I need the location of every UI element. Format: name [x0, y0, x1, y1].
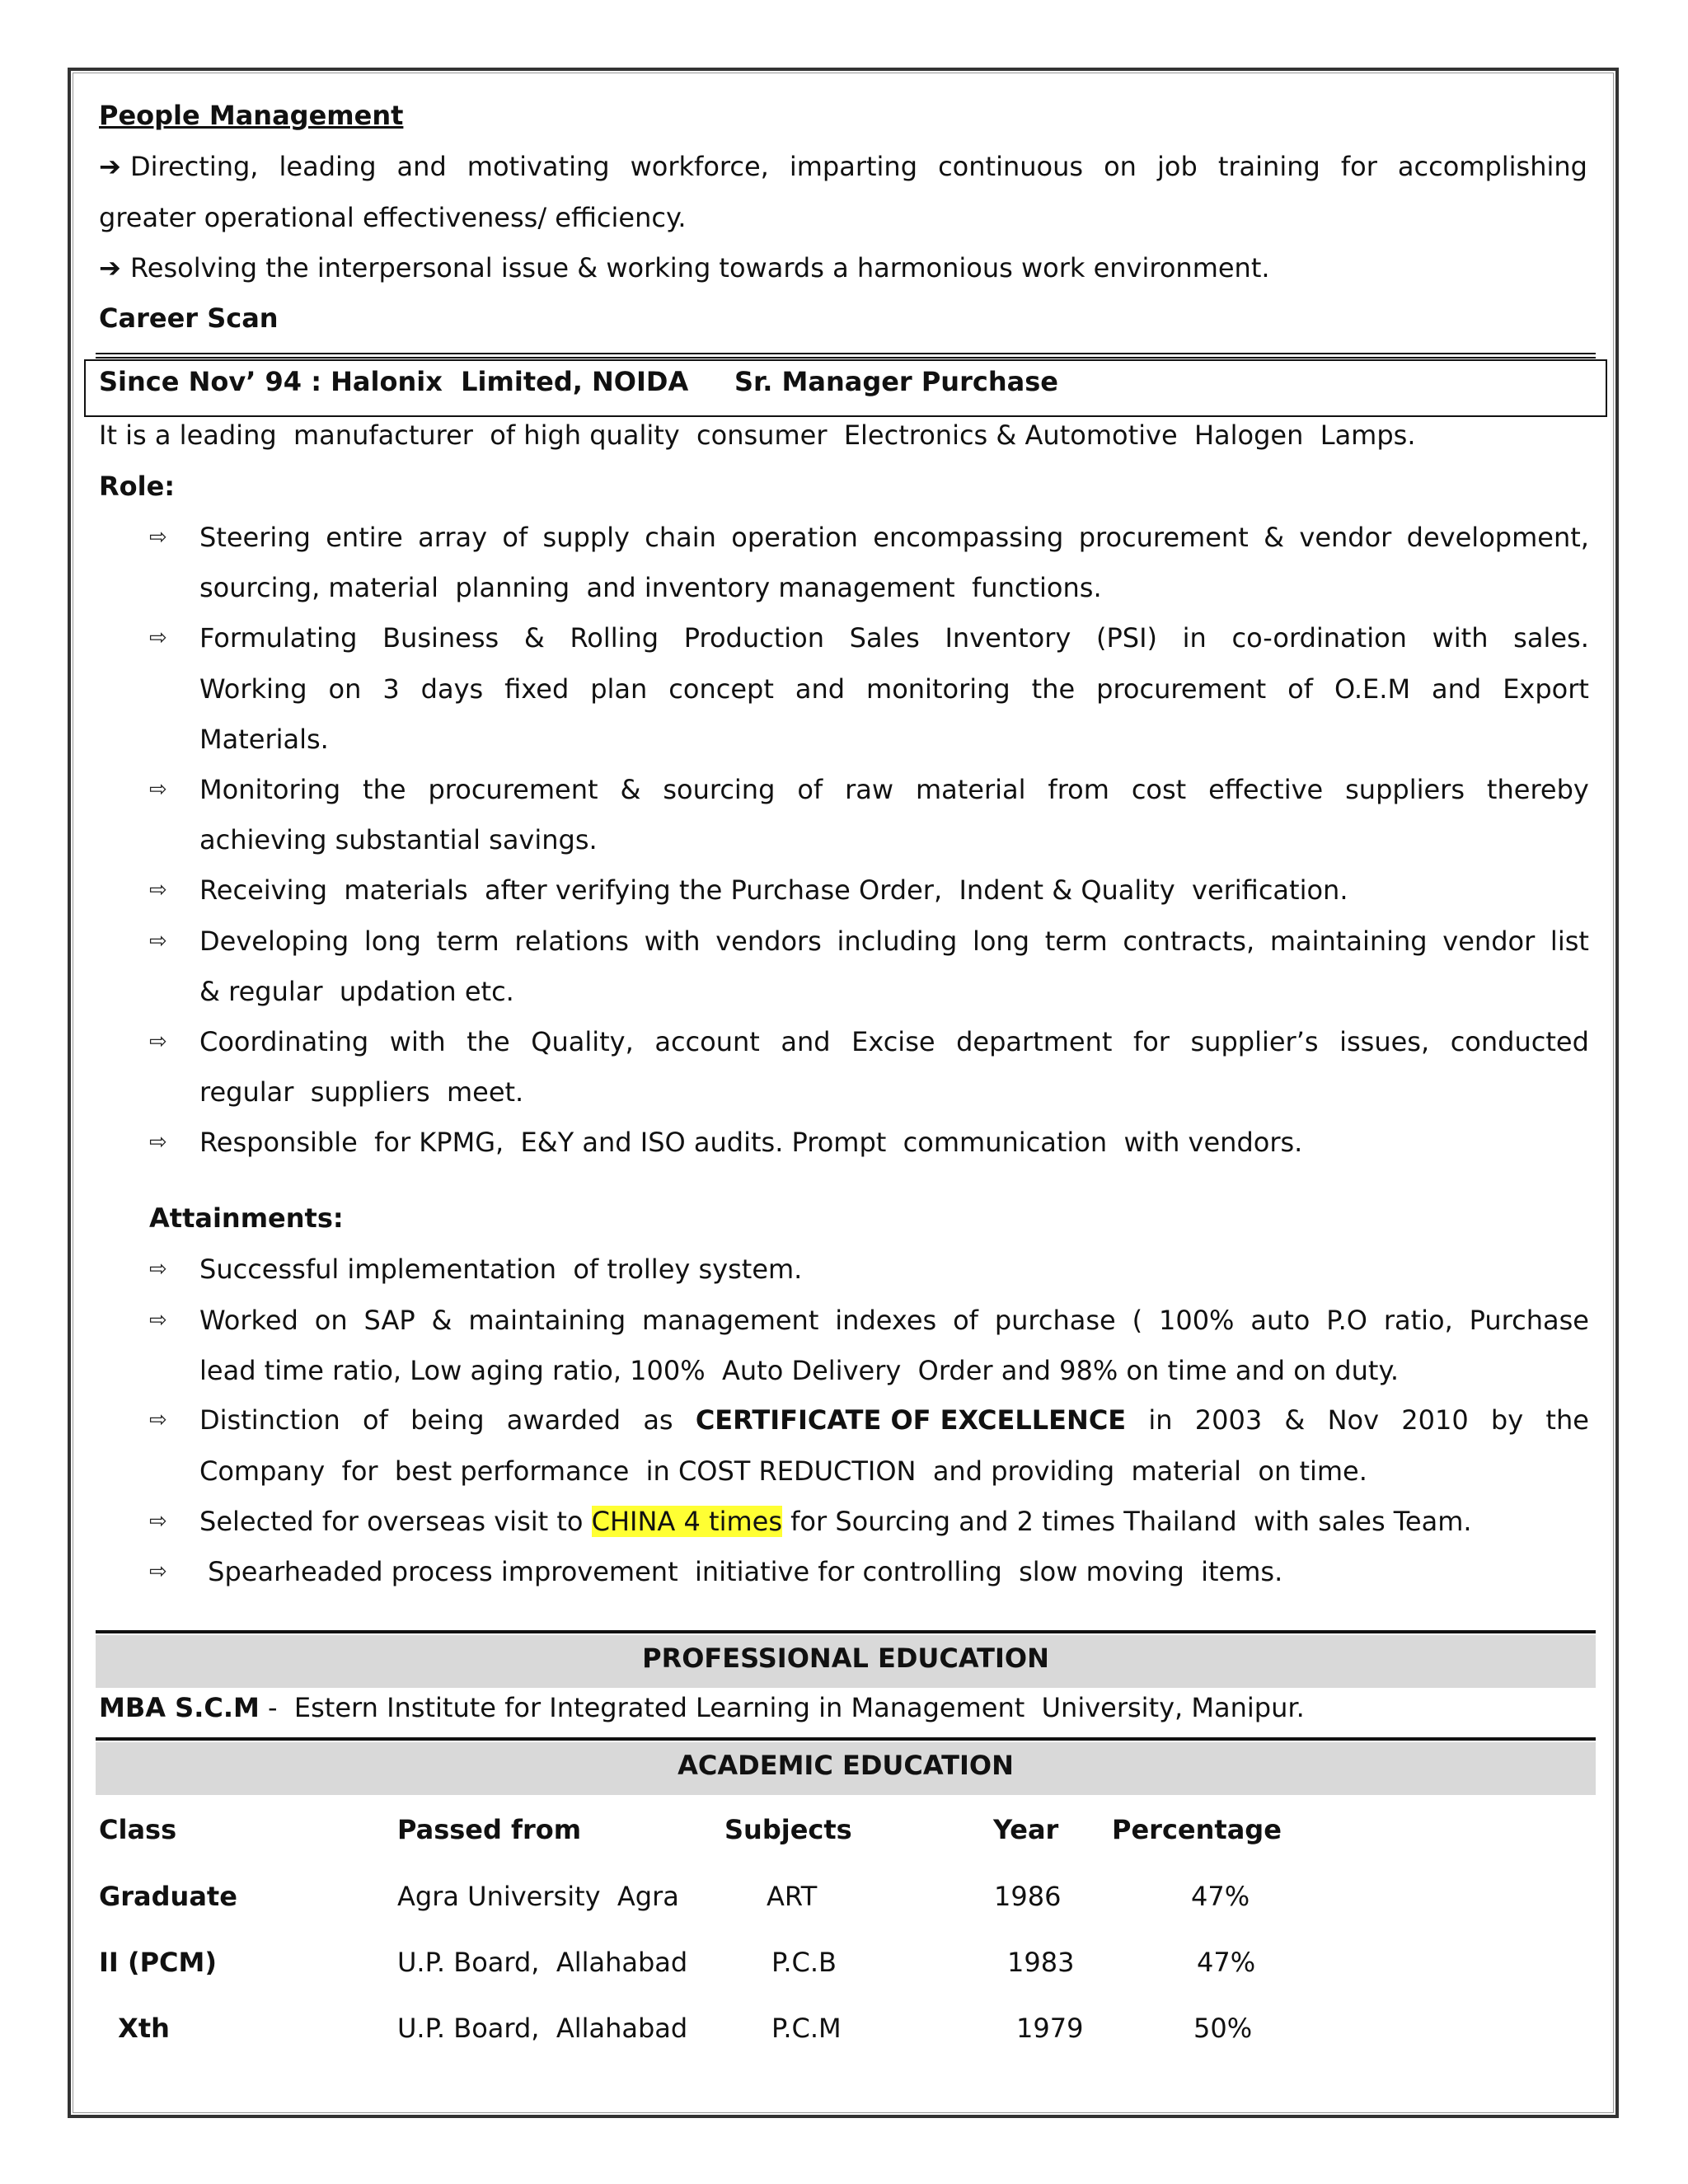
- word: 100%: [1158, 1305, 1235, 1336]
- professional-education-heading: PROFESSIONAL EDUCATION: [642, 1643, 1049, 1674]
- attainment-4-text: for Sourcing and 2 times Thailand with sales Team.: [781, 1506, 1472, 1537]
- word: concept: [668, 673, 774, 705]
- hollow-right-arrow-icon: ⇨: [149, 878, 167, 903]
- word: O.E.M: [1334, 673, 1411, 705]
- word: Directing,: [130, 151, 259, 182]
- table-cell: U.P. Board, Allahabad: [397, 2013, 688, 2044]
- word: ratio,: [1383, 1305, 1453, 1336]
- hollow-right-arrow-icon: ⇨: [149, 1130, 167, 1155]
- word: vendors: [715, 925, 822, 957]
- word: &: [1284, 1404, 1306, 1436]
- word: supply: [542, 522, 630, 553]
- role-bullet-7-line-1: Responsible for KPMG, E&Y and ISO audits. Prompt communication with vendors.: [199, 1127, 1303, 1159]
- word: as: [643, 1404, 673, 1436]
- word: motivating: [467, 151, 610, 182]
- word: and: [396, 151, 447, 182]
- word: Steering: [199, 522, 311, 553]
- word: purchase: [994, 1305, 1116, 1336]
- word: department: [956, 1026, 1113, 1057]
- word: indexes: [835, 1305, 937, 1336]
- company-description: It is a leading manufacturer of high quality consumer Electronics & Automotive Halogen Lamps.: [99, 419, 1416, 451]
- word: fixed: [504, 673, 570, 705]
- word: of: [953, 1305, 978, 1336]
- table-header-subjects: Subjects: [724, 1814, 852, 1845]
- word: relations: [514, 925, 629, 957]
- role-bullet-1-line-1: [199, 521, 1589, 554]
- word: the: [1031, 673, 1076, 705]
- right-arrow-icon: ➔: [99, 151, 121, 182]
- word: in: [1182, 622, 1207, 654]
- degree-name: MBA S.C.M: [99, 1692, 260, 1723]
- word: (: [1132, 1305, 1143, 1336]
- word: account: [654, 1026, 760, 1057]
- word: conducted: [1450, 1026, 1589, 1057]
- word: term: [436, 925, 499, 957]
- word: on: [314, 1305, 348, 1336]
- divider: [96, 353, 1596, 354]
- table-cell: P.C.B: [771, 1947, 837, 1978]
- word: long: [363, 925, 421, 957]
- word: for: [1340, 151, 1377, 182]
- word: 3: [382, 673, 400, 705]
- word: imparting: [789, 151, 918, 182]
- table-cell: Graduate: [99, 1881, 237, 1912]
- word: Worked: [199, 1305, 298, 1336]
- word: Sales: [849, 622, 920, 654]
- word: awarded: [506, 1404, 621, 1436]
- word: the: [363, 774, 406, 805]
- role-heading: Role:: [99, 471, 176, 502]
- word: Inventory: [945, 622, 1071, 654]
- word: sales.: [1513, 622, 1589, 654]
- word: contracts,: [1123, 925, 1255, 957]
- table-header-percentage: Percentage: [1112, 1814, 1282, 1845]
- word: cost: [1131, 774, 1187, 805]
- word: monitoring: [866, 673, 1010, 705]
- word: &: [620, 774, 641, 805]
- word: issues,: [1339, 1026, 1430, 1057]
- word: Rolling: [570, 622, 659, 654]
- word: list: [1550, 925, 1589, 957]
- role-bullet-3-line-1: [199, 773, 1589, 806]
- role-bullet-4-line-1: Receiving materials after verifying the Purchase Order, Indent & Quality verification.: [199, 874, 1348, 907]
- word: material: [915, 774, 1026, 805]
- attainment-2-line-1: [199, 1304, 1589, 1337]
- attainments-heading: Attainments:: [149, 1202, 344, 1234]
- word: P.O: [1326, 1305, 1367, 1336]
- word: operation: [731, 522, 858, 553]
- table-cell: U.P. Board, Allahabad: [397, 1947, 688, 1978]
- word: Quality,: [531, 1026, 634, 1057]
- table-cell: P.C.M: [771, 2013, 842, 2044]
- word: days: [420, 673, 484, 705]
- word: array: [418, 522, 488, 553]
- word: on: [328, 673, 362, 705]
- word: Working: [199, 673, 307, 705]
- word: accomplishing: [1397, 151, 1587, 182]
- academic-education-heading: ACADEMIC EDUCATION: [678, 1750, 1014, 1781]
- people-management-bullet-1-line-1: [130, 150, 1587, 183]
- word: Export: [1503, 673, 1589, 705]
- word: &: [1264, 522, 1285, 553]
- word: with: [1432, 622, 1489, 654]
- table-cell: 47%: [1191, 1881, 1250, 1912]
- word: suppliers: [1345, 774, 1465, 805]
- word: Excise: [851, 1026, 935, 1057]
- role-bullet-5-line-1: [199, 925, 1589, 958]
- word: the: [467, 1026, 510, 1057]
- word: procurement: [428, 774, 598, 805]
- attainment-3-line-1: [199, 1404, 1589, 1436]
- word: the: [1545, 1404, 1589, 1436]
- right-arrow-icon: ➔: [99, 252, 121, 284]
- word: by: [1490, 1404, 1524, 1436]
- word: (PSI): [1095, 622, 1157, 654]
- word: on: [1104, 151, 1137, 182]
- word: thereby: [1486, 774, 1589, 805]
- people-management-bullet-1-line-2: greater operational effectiveness/ efficiency.: [99, 202, 687, 233]
- hollow-right-arrow-icon: ⇨: [149, 928, 167, 954]
- word: Monitoring: [199, 774, 341, 805]
- word: continuous: [938, 151, 1084, 182]
- word: for: [1132, 1026, 1170, 1057]
- word: with: [644, 925, 701, 957]
- word: entire: [326, 522, 403, 553]
- divider: [96, 357, 1596, 359]
- word: workforce,: [630, 151, 769, 182]
- hollow-right-arrow-icon: ⇨: [149, 525, 167, 550]
- word: procurement: [1096, 673, 1267, 705]
- word: Production: [683, 622, 824, 654]
- word: SAP: [363, 1305, 415, 1336]
- word: vendor: [1442, 925, 1536, 957]
- word: and: [781, 1026, 831, 1057]
- word: auto: [1250, 1305, 1311, 1336]
- word: leading: [279, 151, 377, 182]
- word: and: [1432, 673, 1482, 705]
- people-management-heading: People Management: [99, 100, 404, 131]
- word: of: [502, 522, 528, 553]
- hollow-right-arrow-icon: ⇨: [149, 1308, 167, 1333]
- word: raw: [845, 774, 894, 805]
- divider: [96, 1737, 1596, 1741]
- word: with: [389, 1026, 446, 1057]
- attainment-2-line-2: lead time ratio, Low aging ratio, 100% Auto Delivery Order and 98% on time and on duty.: [199, 1355, 1399, 1386]
- word: management: [642, 1305, 819, 1336]
- word: Coordinating: [199, 1026, 369, 1057]
- role-bullet-2-line-3: Materials.: [199, 723, 329, 755]
- position-title: Since Nov’ 94 : Halonix Limited, NOIDA Sr. Manager Purchase: [99, 366, 1058, 397]
- hollow-right-arrow-icon: ⇨: [149, 1509, 167, 1534]
- attainment-1: Successful implementation of trolley system.: [199, 1254, 803, 1285]
- mba-line: [99, 1691, 1305, 1724]
- career-scan-heading: Career Scan: [99, 302, 279, 334]
- people-management-bullet-2: Resolving the interpersonal issue & working towards a harmonious work environment.: [130, 252, 1270, 284]
- role-bullet-2-line-2: [199, 673, 1589, 705]
- table-cell: 50%: [1193, 2013, 1253, 2044]
- word: of: [363, 1404, 388, 1436]
- divider: [96, 1630, 1596, 1633]
- certificate-of-excellence: CERTIFICATE OF EXCELLENCE: [695, 1404, 1127, 1436]
- word: procurement: [1078, 522, 1249, 553]
- word: 2010: [1401, 1404, 1469, 1436]
- word: job: [1157, 151, 1198, 182]
- word: Nov: [1327, 1404, 1380, 1436]
- word: development,: [1406, 522, 1589, 553]
- hollow-right-arrow-icon: ⇨: [149, 1559, 167, 1584]
- word: Purchase: [1469, 1305, 1589, 1336]
- word: Distinction: [199, 1404, 340, 1436]
- word: &: [431, 1305, 452, 1336]
- table-cell: 1983: [1007, 1947, 1075, 1978]
- word: supplier’s: [1190, 1026, 1319, 1057]
- attainment-4-text: Selected for overseas visit to: [199, 1506, 592, 1537]
- word: of: [1287, 673, 1314, 705]
- role-bullet-2-line-1: [199, 621, 1589, 654]
- word: long: [972, 925, 1030, 957]
- word: from: [1048, 774, 1109, 805]
- word: training: [1217, 151, 1320, 182]
- word: Business: [382, 622, 499, 654]
- table-header-class: Class: [99, 1814, 177, 1845]
- word: including: [837, 925, 958, 957]
- word: plan: [590, 673, 648, 705]
- word: &: [523, 622, 545, 654]
- word: Developing: [199, 925, 349, 957]
- hollow-right-arrow-icon: ⇨: [149, 777, 167, 802]
- hollow-right-arrow-icon: ⇨: [149, 1029, 167, 1054]
- highlighted-text: CHINA 4 times: [591, 1506, 782, 1537]
- attainment-5: Spearheaded process improvement initiative for controlling slow moving items.: [199, 1556, 1283, 1587]
- word: Formulating: [199, 622, 358, 654]
- word: encompassing: [873, 522, 1064, 553]
- table-cell: 1986: [994, 1881, 1062, 1912]
- word: and: [795, 673, 846, 705]
- table-cell: 1979: [1016, 2013, 1084, 2044]
- role-bullet-1-line-2: sourcing, material planning and inventory management functions.: [199, 572, 1102, 604]
- word: co-ordination: [1231, 622, 1407, 654]
- word: 2003: [1194, 1404, 1263, 1436]
- word: being: [410, 1404, 485, 1436]
- table-header-year: Year: [993, 1814, 1059, 1845]
- table-cell: 47%: [1197, 1947, 1256, 1978]
- table-header-passed-from: Passed from: [397, 1814, 582, 1845]
- hollow-right-arrow-icon: ⇨: [149, 1408, 167, 1432]
- institute-name: - Estern Institute for Integrated Learning in Management University, Manipur.: [259, 1692, 1305, 1723]
- word: of: [797, 774, 823, 805]
- hollow-right-arrow-icon: ⇨: [149, 626, 167, 651]
- word: effective: [1208, 774, 1324, 805]
- role-bullet-6-line-2: regular suppliers meet.: [199, 1076, 524, 1108]
- word: chain: [645, 522, 716, 553]
- table-cell: II (PCM): [99, 1947, 217, 1978]
- role-bullet-3-line-2: achieving substantial savings.: [199, 824, 598, 856]
- attainment-4: [199, 1505, 1472, 1538]
- table-cell: Xth: [109, 2013, 170, 2044]
- word: sourcing: [663, 774, 776, 805]
- word: term: [1044, 925, 1108, 957]
- role-bullet-5-line-2: & regular updation etc.: [199, 975, 514, 1007]
- word: vendor: [1299, 522, 1392, 553]
- attainment-3-line-2: Company for best performance in COST REDUCTION and providing material on time.: [199, 1455, 1367, 1487]
- word: maintaining: [468, 1305, 626, 1336]
- role-bullet-6-line-1: [199, 1025, 1589, 1058]
- word: in: [1148, 1404, 1173, 1436]
- table-cell: ART: [767, 1881, 818, 1912]
- word: maintaining: [1269, 925, 1428, 957]
- hollow-right-arrow-icon: ⇨: [149, 1257, 167, 1282]
- table-cell: Agra University Agra: [397, 1881, 679, 1912]
